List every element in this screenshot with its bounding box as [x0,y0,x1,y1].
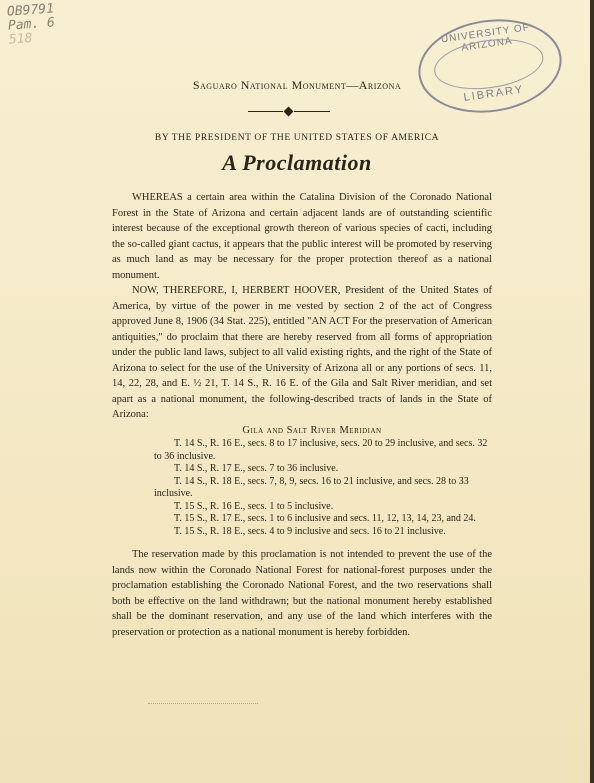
paragraph-now-therefore: NOW, THEREFORE, I, HERBERT HOOVER, President of the United States of America, by virtue of the power in me vested by section 2 of the act of Congress approved June 8, 1906 (34 Stat. 225), entitled "AN ACT For the preservation of American antiquities," do proclaim that there are hereby reserved from all forms of appropriation under the public land laws, subject to all valid existing rights, and the right of the State of Arizona to select for the use of the University of Arizona all or any portions of secs. 11, 14, 22, 28, and E. ½ 21, T. 14 S., R. 16 E. of the Gila and Salt River meridian, and set apart as a national monument, the following-described tracts of lands in the State of Arizona: [112,285,492,420]
paragraph-reservation: The reservation made by this proclamation is not intended to prevent the use of the lands now within the Coronado National Forest for national-forest purposes under the proclamation establishing the Coronado National Forest, and the two reservations shall both be effective on the land withdrawn; but the national monument hereby established shall be the dominant reservation, and any use of the land which interferes with the preservation or protection as a national monument is hereby forbidden. [112,549,492,638]
pencil-note: 518 [8,30,33,48]
document-header: Saguaro National Monument—Arizona [192,78,402,92]
tract-item: T. 14 S., R. 18 E., secs. 7, 8, 9, secs. 16 to 21 inclusive, and secs. 28 to 33 inclusive. [154,475,469,499]
tract-item: T. 15 S., R. 17 E., secs. 1 to 6 inclusive and secs. 11, 12, 13, 14, 23, and 24. [174,513,476,524]
library-stamp [412,10,567,121]
meridian-heading: Gila and Salt River Meridian [242,424,382,436]
page-edge [590,0,594,783]
pencil-note: OB9791 [6,1,55,20]
divider-ornament [248,110,330,114]
tract-list [112,438,492,538]
tract-item: T. 14 S., R. 17 E., secs. 7 to 36 inclusive. [174,463,339,474]
proclamation-title: A Proclamation [222,150,372,175]
proclamation-body [112,190,492,640]
tract-item: T. 15 S., R. 18 E., secs. 4 to 9 inclusive and secs. 16 to 21 inclusive. [174,525,446,537]
stamp-top-text: UNIVERSITY OF ARIZONA [440,22,531,54]
printer-mark [148,703,258,707]
pencil-note: Pam. 6 [7,15,56,34]
pencil-annotations [7,2,57,47]
tract-item: T. 15 S., R. 16 E., secs. 1 to 5 inclusive. [174,500,334,512]
tract-item: T. 14 S., R. 16 E., secs. 8 to 17 inclusive, secs. 20 to 29 inclusive, and secs. 32 to 36 inclusive. [154,438,488,462]
president-line: BY THE PRESIDENT OF THE UNITED STATES OF AMERICA [154,133,440,143]
stamp-bottom-text: LIBRARY [462,83,525,104]
paragraph-whereas: WHEREAS a certain area within the Catalina Division of the Coronado National Forest in the State of Arizona and certain adjacent lands are of outstanding scientific interest because of the exceptional growth thereon of various species of cacti, including the so-called giant cactus, it appears that the public interest will be promoted by reserving as much land as may be necessary for the proper protection thereof as a national monument. [112,192,492,281]
